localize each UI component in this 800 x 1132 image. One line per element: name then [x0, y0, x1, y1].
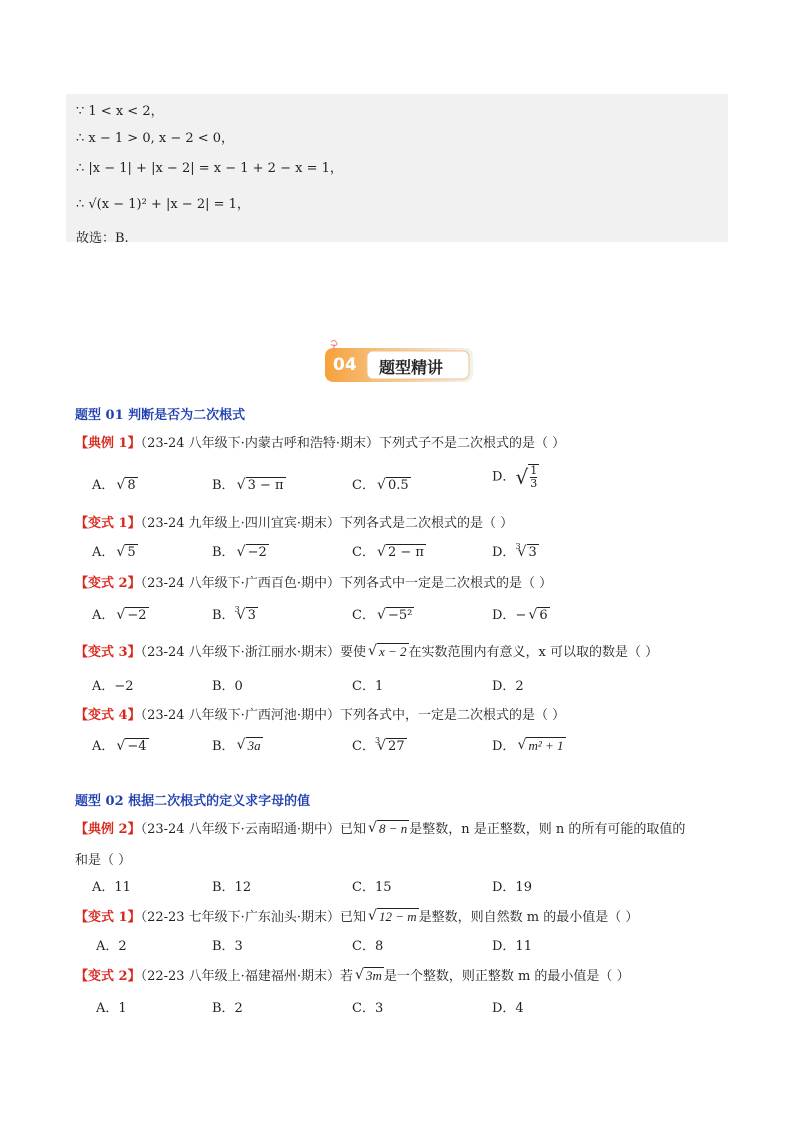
option-b: B．3	[212, 939, 243, 954]
option-label: C．	[352, 739, 375, 754]
question-text: （23-24 八年级下·广西百色·期中）下列各式中一定是二次根式的是（ ）	[140, 576, 553, 591]
option-b	[212, 604, 258, 623]
root-index: 3	[234, 605, 240, 614]
root-index: 3	[374, 736, 381, 745]
option-a	[92, 735, 149, 754]
question-stem	[75, 906, 638, 925]
radical: √ −2	[237, 545, 269, 560]
radical: √ m² + 1	[517, 738, 565, 754]
option-d: D．√ $\frac{1}{3}$	[492, 464, 538, 490]
radical: √ −5²	[377, 608, 414, 623]
banner-title: 题型精讲	[379, 358, 444, 377]
option-c	[352, 735, 407, 754]
question-text: （23-24 八年级下·浙江丽水·期末）要使	[140, 645, 366, 660]
option-a: A．1	[96, 1001, 127, 1016]
option-label: A．	[92, 739, 115, 754]
option-d: D．19	[492, 880, 532, 895]
option-b	[212, 541, 269, 560]
option-label: D．	[492, 739, 516, 754]
question-tag: 【变式 1】	[75, 516, 141, 531]
radical: √ 3m	[355, 968, 384, 984]
question-tag: 【变式 1】	[75, 910, 141, 925]
solution-line: ∴ x − 1 > 0, x − 2 < 0，	[76, 131, 235, 146]
question-stem	[75, 512, 513, 531]
option-label: D．	[492, 469, 516, 485]
question-text: （22-23 七年级下·广东汕头·期末）已知	[140, 910, 366, 925]
option-a: A．−2	[92, 679, 134, 694]
radical: √ 3a	[237, 738, 263, 754]
option-b	[212, 474, 286, 493]
radical: √ 27	[377, 739, 407, 754]
question-stem	[75, 965, 630, 984]
option-b: B．12	[212, 880, 252, 895]
radical: √ −4	[116, 739, 148, 754]
option-a	[92, 541, 138, 560]
question-tag: 【典例 2】	[75, 822, 141, 837]
solution-line: ∵ 1 < x < 2，	[76, 104, 164, 119]
fraction: $\frac{1}{3}$	[530, 464, 538, 490]
option-label: C．	[352, 545, 375, 560]
option-c: C．15	[352, 880, 392, 895]
question-tag: 【变式 2】	[75, 969, 141, 984]
radical: √ 0.5	[377, 478, 411, 493]
option-label: C．	[352, 478, 375, 493]
question-tag: 【变式 2】	[75, 576, 141, 591]
radical: √ 5	[116, 545, 137, 560]
option-d: D．2	[492, 679, 524, 694]
option-label: A．	[92, 478, 115, 493]
question-stem	[75, 818, 685, 837]
option-b: B．0	[212, 679, 243, 694]
question-tag: 【变式 3】	[75, 645, 141, 660]
radical: √ 6	[528, 608, 549, 623]
option-b: B．2	[212, 1001, 243, 1016]
option-label: B．	[212, 739, 235, 754]
radical: √ 3	[518, 545, 539, 560]
question-stem	[75, 704, 565, 723]
solution-line: 故选：B.	[76, 231, 129, 246]
radical: √ 8	[116, 478, 137, 493]
option-d	[492, 541, 539, 560]
option-c: C．1	[352, 679, 384, 694]
section-banner	[323, 338, 475, 384]
question-text: （23-24 八年级下·云南昭通·期中）已知	[140, 822, 366, 837]
question-text: （23-24 八年级下·广西河池·期中）下列各式中，一定是二次根式的是（ ）	[140, 708, 566, 723]
section-title: 题型 01 判断是否为二次根式	[75, 408, 246, 423]
question-stem	[75, 432, 565, 451]
option-d	[492, 604, 550, 623]
question-text: 是整数，n 是正整数，则 n 的所有可能的取值的	[409, 822, 686, 837]
option-a: A．11	[92, 880, 131, 895]
option-a	[92, 604, 149, 623]
minus-sign: −	[515, 608, 527, 623]
section-title: 题型 02 根据二次根式的定义求字母的值	[75, 794, 311, 809]
option-label: C．	[352, 608, 375, 623]
option-label: A．	[92, 545, 115, 560]
option-c	[352, 474, 411, 493]
question-tag: 【典例 1】	[75, 436, 141, 451]
question-stem	[75, 641, 658, 660]
option-d	[492, 735, 566, 754]
option-a	[92, 474, 138, 493]
option-d: D．11	[492, 939, 532, 954]
radical: √ 2 − π	[377, 545, 426, 560]
option-c	[352, 541, 426, 560]
option-d: D．4	[492, 1001, 524, 1016]
option-label: D．	[492, 545, 516, 560]
option-label: A．	[92, 608, 115, 623]
radical: √ 12 − m	[368, 909, 419, 925]
question-text: （23-24 九年级上·四川宜宾·期末）下列各式是二次根式的是（ ）	[140, 516, 514, 531]
option-c	[352, 604, 414, 623]
radical: √ x − 2	[368, 644, 409, 660]
option-b	[212, 735, 263, 754]
banner-number: 04	[333, 355, 357, 375]
radical: √ 3 − π	[237, 478, 286, 493]
option-label: D．	[492, 608, 516, 623]
root-index: 3	[515, 542, 521, 551]
radical: √ 8 − n	[368, 821, 409, 837]
option-label: B．	[212, 545, 235, 560]
option-a: A．2	[96, 939, 127, 954]
question-text: （22-23 八年级上·福建福州·期末）若	[140, 969, 353, 984]
question-text: 是一个整数，则正整数 m 的最小值是（ ）	[383, 969, 630, 984]
solution-line: ∴ |x − 1| + |x − 2| = x − 1 + 2 − x = 1，	[76, 161, 343, 176]
question-stem	[75, 572, 552, 591]
solution-line: ∴ √(x − 1)² + |x − 2| = 1，	[76, 197, 250, 212]
option-c: C．8	[352, 939, 384, 954]
radical: √ 3	[237, 608, 258, 623]
radical: √ −2	[116, 608, 148, 623]
question-text: 是整数，则自然数 m 的最小值是（ ）	[418, 910, 639, 925]
question-tag: 【变式 4】	[75, 708, 141, 723]
option-label: B．	[212, 608, 235, 623]
option-label: B．	[212, 478, 235, 493]
option-c: C．3	[352, 1001, 384, 1016]
question-stem-continued: 和是（ ）	[75, 853, 132, 868]
question-text: 在实数范围内有意义，x 可以取的数是（ ）	[408, 645, 659, 660]
question-text: （23-24 八年级下·内蒙古呼和浩特·期末）下列式子不是二次根式的是（ ）	[140, 436, 566, 451]
